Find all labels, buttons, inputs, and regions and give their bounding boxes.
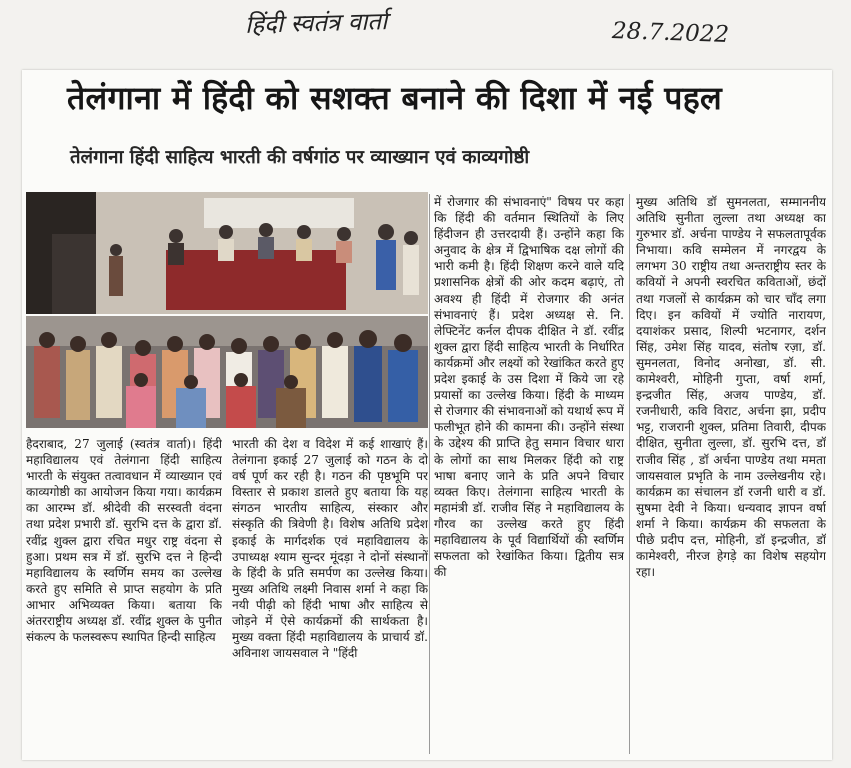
handwritten-date-note: 28.7.2022 <box>611 17 730 49</box>
stage-photo-graphic <box>26 192 428 314</box>
group-photo <box>26 316 428 428</box>
column-divider <box>429 194 430 754</box>
article-column-2: भारती की देश व विदेश में कई शाखाएं हैं। तेलंगाना इकाई 27 जुलाई को गठन के दो वर्ष पूर्ण कर रही है। गठन की पृष्ठभूमि पर विस्तार से प्रकाश डालते हुए बताया कि यह संगठन भारतीय साहित्य, संस्कार और संस्कृति की त्रिवेणी है। विशेष अतिथि प्रदेश इकाई के मार्गदर्शक एवं महाविद्यालय के उपाध्यक्ष श्याम सुन्दर मूंदड़ा ने दोनों संस्थानों के हिंदी के प्रति समर्पण का उल्लेख किया। मुख्य अतिथि लक्ष्मी निवास शर्मा ने कहा कि नयी पीढ़ी को हिंदी भाषा और साहित्य से जोड़ने में ऐसे कार्यक्रमों की सार्थकता है। मुख्य वक्ता हिंदी महाविद्यालय के प्राचार्य डॉ. अविनाश जायसवाल ने "हिंदी <box>232 437 428 661</box>
newspaper-clipping <box>22 70 832 760</box>
article-column-1: हैदराबाद, 27 जुलाई (स्वतंत्र वार्ता)। हिंदी महाविद्यालय एवं तेलंगाना हिंदी साहित्य भारती के संयुक्त तत्वावधान में व्याख्यान एवं काव्यगोष्ठी का आयोजन किया गया। कार्यक्रम का आरम्भ डॉ. श्रीदेवी की सरस्वती वंदना तथा प्रदेश प्रभारी डॉ. सुरभि दत्त के द्वारा डॉ. रवींद्र शुक्ल द्वारा रचित मधुर राष्ट्र वंदना से हुआ। प्रथम सत्र में डॉ. सुरभि दत्त ने हिन्दी महाविद्यालय के स्वर्णिम समय का उल्लेख करते हुए समिति से प्राप्त सहयोग के प्रति आभार अभिव्यक्त किया। बताया कि अंतरराष्ट्रीय अध्यक्ष डॉ. रवींद्र शुक्ल के पुनीत संकल्प के फलस्वरूप स्थापित हिन्दी साहित्य <box>26 437 222 645</box>
subheadline: तेलंगाना हिंदी साहित्य भारती की वर्षगांठ पर व्याख्यान एवं काव्यगोष्ठी <box>70 147 530 168</box>
article-column-4: मुख्य अतिथि डॉ सुमनलता, सम्माननीय अतिथि सुनीता लुल्ला तथा अध्यक्ष का गुरुभार डॉ. अर्चना पाण्डेय ने सफलतापूर्वक निभाया। कवि सम्मेलन में नगरद्वय के लगभग 30 राष्ट्रीय तथा अन्तराष्ट्रीय स्तर के कवियों ने अपनी स्वरचित कविताओं, छंदों तथा गजलों से कार्यक्रम को चार चाँद लगा दिए। इन कवियों में ज्योति नारायण, दयाशंकर प्रसाद, शिल्पी भटनागर, दर्शन सिंह, उमेश सिंह यादव, संतोष रज़ा, डॉ. सुमनलता, विनोद अनोखा, डॉ. सी. कामेश्वरी, मोहिनी गुप्ता, वर्षा शर्मा, इन्द्रजीत सिंह, अजय पाण्डेय, डॉ. रजनीधारी, कवि विराट, अर्चना झा, प्रदीप भट्ट, राजरानी शुक्ल, प्रतिमा तिवारी, दीपक दीक्षित, सुनीता लुल्ला, डॉ. सुरभि दत्त, डॉ राजीव सिंह , डॉ अर्चना पाण्डेय तथा ममता जायसवाल प्रभृति के नाम उल्लेखनीय रहे। कार्यक्रम का संचालन डॉ रजनी धारी व डॉ. सुषमा देवी ने किया। धन्यवाद ज्ञापन वर्षा शर्मा ने किया। कार्यक्रम की सफलता के पीछे प्रदीप दत्त, मोहिनी, डॉ इन्द्रजीत, डॉ कामेश्वरी, नीरज हेगड़े का विशेष सहयोग रहा। <box>636 195 826 580</box>
handwritten-source-note: हिंदी स्वतंत्र वार्ता <box>244 7 388 39</box>
column-divider <box>629 194 630 754</box>
red-table-cover <box>166 250 346 310</box>
group-photo-graphic <box>26 316 428 428</box>
event-stage-photo <box>26 192 428 314</box>
article-column-3: में रोजगार की संभावनाएं" विषय पर कहा कि हिंदी की वर्तमान स्थितियों के लिए हिंदीजन ही उत्तरदायी हैं। उन्होंने कहा कि अनुवाद के क्षेत्र में द्विभाषिक दक्ष लोगों की भारी कमी है। हिंदी शिक्षण करने वाले यदि प्रशासनिक क्षेत्रों की ओर कदम बढ़ाएं, तो अवश्य ही हिंदी में रोजगार की अनंत संभावनाएं हैं। प्रदेश अध्यक्ष से. नि. लेफ्टिनेंट कर्नल दीपक दीक्षित ने डॉ. रवींद्र शुक्ल द्वारा हिंदी साहित्य भारती के निर्धारित कार्यक्रमों और लक्ष्यों को रेखांकित करते हुए प्रदेश इकाई के उस दिशा में किये जा रहे प्रयासों का उल्लेख किया। हिंदी के माध्यम से रोजगार की संभावनाओं को यथार्थ रूप में फलीभूत होने की कामना की। उन्होंने संस्था के उद्देश्य की प्राप्ति हेतु समान विचार धारा के लोगों का साथ मिलकर हिंदी को राष्ट्र भाषा बनाए जाने के प्रति अपने विचार व्यक्त किए। तेलंगाना साहित्य भारती के महामंत्री डॉ. राजीव सिंह ने महाविद्यालय के गौरव का उल्लेख करते हुए हिंदी महाविद्यालय के पूर्व विद्यार्थियों की स्वर्णिम सफलता को रेखांकित किया। द्वितीय सत्र की <box>434 195 624 580</box>
headline: तेलंगाना में हिंदी को सशक्त बनाने की दिशा में नई पहल <box>67 79 722 117</box>
